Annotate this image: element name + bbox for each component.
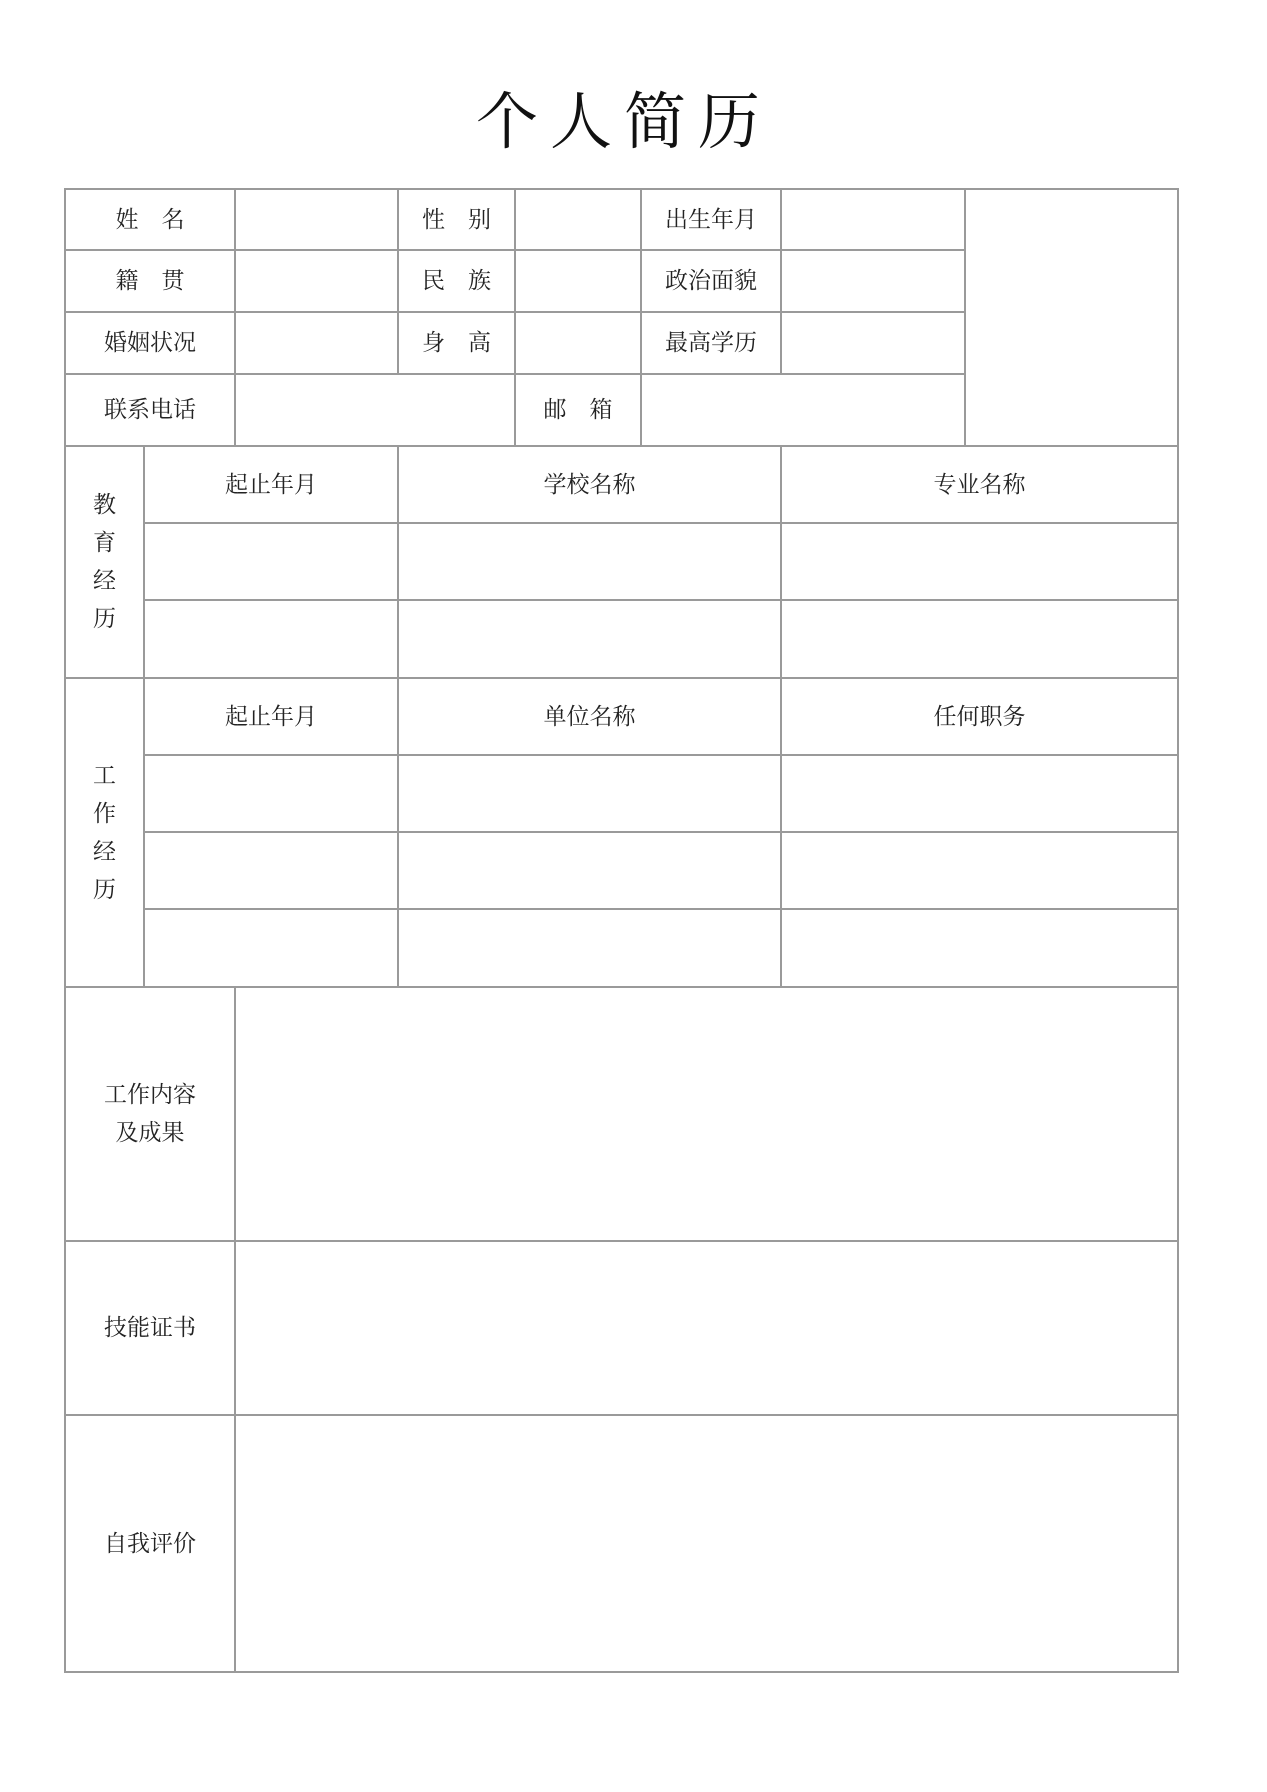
work-content-label-line1: 工作内容 [104,1082,196,1108]
work-label-char: 历 [93,876,116,903]
work-content-label [65,987,235,1241]
self-evaluation-label: 自我评价 [104,1530,196,1557]
work-row-2-company[interactable] [398,832,781,909]
name-value[interactable] [235,189,398,250]
highest-education-value[interactable] [781,312,965,374]
phone-label: 联系电话 [104,397,196,423]
work-row-1-company[interactable] [398,755,781,832]
email-value[interactable] [641,374,965,446]
work-position-header: 任何职务 [933,703,1026,730]
work-period-header: 起止年月 [225,703,317,730]
education-major-header: 专业名称 [933,471,1026,498]
work-content-label-line2: 及成果 [115,1120,185,1146]
education-period-header: 起止年月 [225,471,317,498]
self-evaluation-field[interactable] [235,1415,1178,1672]
education-label-char: 经 [93,568,116,594]
education-school-header: 学校名称 [543,471,636,498]
height-label: 身 高 [422,330,491,356]
education-row-2-school[interactable] [398,600,781,678]
work-section-label [65,678,144,987]
work-label-char: 作 [93,800,116,827]
marital-status-value[interactable] [235,312,398,374]
ethnicity-value[interactable] [515,250,641,312]
work-company-header: 单位名称 [543,703,636,730]
ethnicity-label: 民 族 [422,268,491,294]
name-label: 姓 名 [115,206,185,233]
height-value[interactable] [515,312,641,374]
phone-value[interactable] [235,374,515,446]
education-row-1-period[interactable] [144,523,398,600]
political-status-value[interactable] [781,250,965,312]
work-row-1-period[interactable] [144,755,398,832]
education-row-2-period[interactable] [144,600,398,678]
education-label-char: 育 [93,530,116,556]
work-content-field[interactable] [235,987,1178,1241]
work-label-char: 工 [93,762,116,789]
political-status-label: 政治面貌 [665,268,757,294]
work-row-2-period[interactable] [144,832,398,909]
page-title: 个人简历 [475,85,772,158]
work-row-3-company[interactable] [398,909,781,987]
native-place-label: 籍 贯 [115,268,185,294]
work-row-3-position[interactable] [781,909,1178,987]
gender-label: 性 别 [422,206,491,233]
photo-box[interactable] [965,189,1178,446]
highest-education-label: 最高学历 [665,330,757,356]
skills-field[interactable] [235,1241,1178,1415]
education-label-char: 历 [93,606,116,632]
gender-value[interactable] [515,189,641,250]
education-section-label [65,446,144,678]
education-label-char: 教 [93,492,116,518]
email-label: 邮 箱 [543,397,613,423]
birth-value[interactable] [781,189,965,250]
skills-label: 技能证书 [104,1315,196,1341]
education-row-1-major[interactable] [781,523,1178,600]
birth-label: 出生年月 [665,206,757,233]
marital-status-label: 婚姻状况 [104,330,196,356]
work-row-3-period[interactable] [144,909,398,987]
education-row-1-school[interactable] [398,523,781,600]
native-place-value[interactable] [235,250,398,312]
education-row-2-major[interactable] [781,600,1178,678]
work-label-char: 经 [93,838,116,865]
work-row-2-position[interactable] [781,832,1178,909]
work-row-1-position[interactable] [781,755,1178,832]
